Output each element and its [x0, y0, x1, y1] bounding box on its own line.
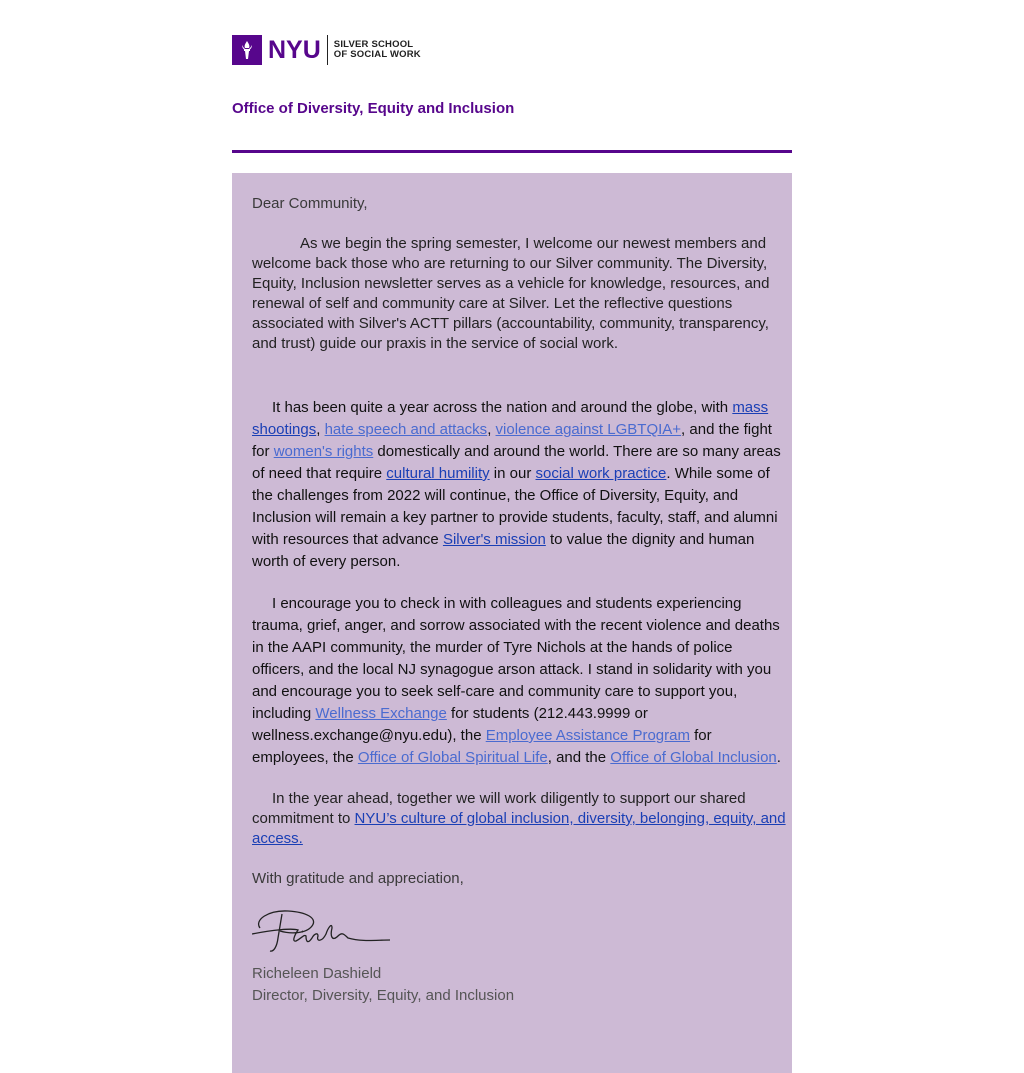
- employee-assistance-link[interactable]: Employee Assistance Program: [485, 727, 690, 744]
- global-spiritual-life-link[interactable]: Office of Global Spiritual Life: [357, 749, 548, 766]
- logo-school-line1: SILVER SCHOOL: [333, 39, 414, 50]
- hate-speech-link[interactable]: hate speech and attacks: [324, 421, 488, 438]
- nyu-culture-link[interactable]: NYU’s culture of global inclusion, diversity, belonging, equity, and access.: [252, 810, 786, 847]
- p3-text-2: for students (212.443.9999 or wellness.exchange@nyu.edu), the: [252, 705, 648, 744]
- office-title: Office of Diversity, Equity and Inclusion: [232, 100, 515, 117]
- p2-text-3: ,: [487, 421, 496, 438]
- handwritten-signature: [252, 906, 392, 956]
- logo-school-name: [334, 40, 421, 60]
- nyu-silver-logo[interactable]: [232, 35, 421, 65]
- paragraph-year-review: [252, 397, 782, 573]
- womens-rights-link[interactable]: women's rights: [273, 443, 374, 460]
- paragraph-commitment: [252, 789, 792, 849]
- paragraph-intro-text: As we begin the spring semester, I welcome our newest members and welcome back those who are returning to our Silver community. The Diversity, Equity, Inclusion newsletter serves as a vehicle for knowledge, resources, and renewal of self and community care at Silver. Let the reflective questions associated with Silver's ACTT pillars (accountability, community, transparency, and trust) guide our praxis in the service of social work.: [252, 235, 770, 352]
- p3-text-5: .: [776, 749, 781, 766]
- wellness-exchange-link[interactable]: Wellness Exchange: [315, 705, 447, 722]
- letter-greeting: Dear Community,: [252, 195, 368, 212]
- p2-text-7: . While some of the challenges from 2022 will continue, the Office of Diversity, Equity, and Inclusion will remain a key partner to provide students, faculty, staff, and alumni with resources that advance: [252, 465, 778, 548]
- p4-text-1: In the year ahead, together we will work diligently to support our shared commitment to: [252, 790, 746, 827]
- logo-school-line2: OF SOCIAL WORK: [333, 49, 421, 60]
- paragraph-support: [252, 593, 782, 769]
- logo-nyu-text: NYU: [268, 36, 321, 64]
- social-work-practice-link[interactable]: social work practice: [535, 465, 667, 482]
- p3-text-4: , and the: [547, 749, 611, 766]
- torch-icon: [232, 35, 262, 65]
- mass-shootings-link[interactable]: mass shootings: [252, 399, 769, 438]
- signer-name: Richeleen Dashield: [252, 965, 382, 982]
- p2-text-2: ,: [316, 421, 325, 438]
- paragraph-intro: [252, 234, 782, 354]
- p2-text-5: domestically and around the world. There are so many areas of need that require: [252, 443, 781, 482]
- p3-text-3: for employees, the: [252, 727, 712, 766]
- header-divider: [232, 150, 792, 153]
- lgbtqia-violence-link[interactable]: violence against LGBTQIA+: [495, 421, 682, 438]
- letter-closing: With gratitude and appreciation,: [252, 870, 464, 887]
- cultural-humility-link[interactable]: cultural humility: [386, 465, 490, 482]
- p2-text-6: in our: [489, 465, 536, 482]
- p2-text-4: , and the fight for: [252, 421, 772, 460]
- p3-text-1: I encourage you to check in with colleagues and students experiencing trauma, grief, anger, and sorrow associated with the recent violence and deaths in the AAPI community, the murder of Tyre Nichols at the hands of police officers, and the local NJ synagogue arson attack. I stand in solidarity with you and encourage you to seek self-care and community care to support you, including: [252, 595, 780, 722]
- p2-text-1: It has been quite a year across the nation and around the globe, with: [272, 399, 733, 416]
- letter-panel: [232, 173, 792, 1073]
- global-inclusion-link[interactable]: Office of Global Inclusion: [610, 749, 777, 766]
- logo-divider: [327, 35, 328, 65]
- signer-title: Director, Diversity, Equity, and Inclusion: [252, 987, 515, 1004]
- silvers-mission-link[interactable]: Silver's mission: [442, 531, 546, 548]
- p2-text-8: to value the dignity and human worth of every person.: [252, 531, 755, 570]
